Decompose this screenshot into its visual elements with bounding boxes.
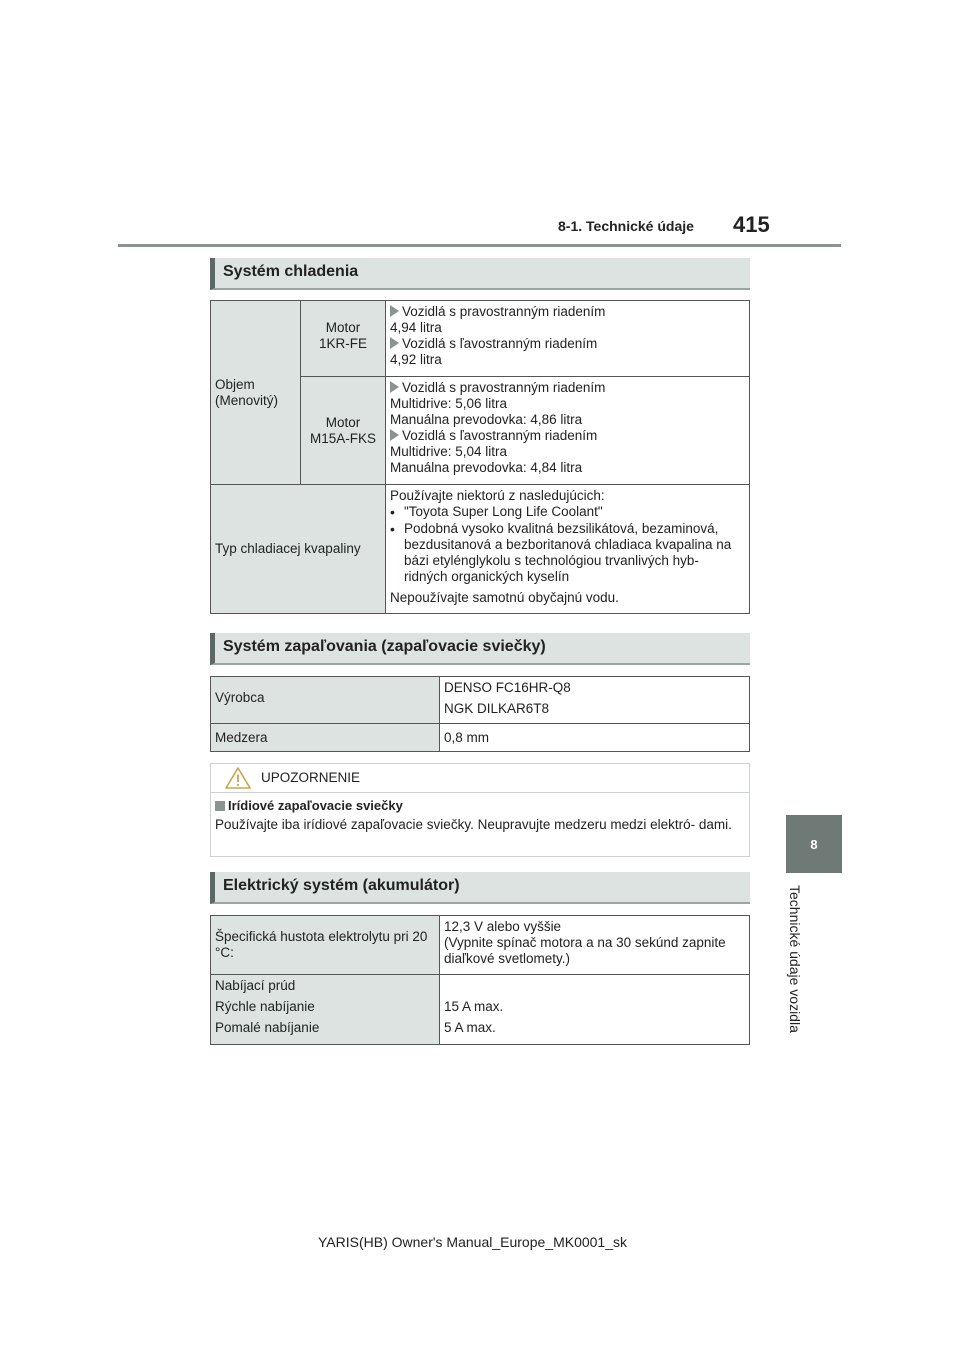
engine1-values xyxy=(386,301,750,377)
charge-value-cell xyxy=(440,975,750,1045)
engine1-rhd-label: Vozidlá s pravostranným riadením xyxy=(402,304,606,319)
engine2-lhd-multidrive: Multidrive: 5,04 litra xyxy=(390,444,508,459)
triangle-bullet-icon xyxy=(390,381,399,393)
ignition-title: Systém zapaľovania (zapaľovacie sviečky) xyxy=(223,638,546,655)
capacity-label-cell xyxy=(211,301,301,485)
triangle-bullet-icon xyxy=(390,337,399,349)
gap-value-cell xyxy=(440,724,750,752)
electrical-title: Elektrický systém (akumulátor) xyxy=(223,877,460,894)
cooling-heading xyxy=(210,258,750,290)
cooling-title: Systém chladenia xyxy=(223,263,359,280)
caution-subheading-row xyxy=(215,798,403,813)
charge-label-cell xyxy=(211,975,440,1045)
engine2-rhd-manual: Manuálna prevodovka: 4,86 litra xyxy=(390,412,583,427)
coolant-item: • "Toyota Super Long Life Coolant" xyxy=(390,504,745,521)
cooling-table xyxy=(210,300,750,614)
coolant-label-cell xyxy=(211,485,386,614)
coolant-values xyxy=(386,485,750,614)
gap-value: 0,8 mm xyxy=(444,729,490,745)
gap-label-cell xyxy=(211,724,440,752)
engine2-rhd-label: Vozidlá s pravostranným riadením xyxy=(402,380,606,395)
capacity-label: Objem (Menovitý) xyxy=(215,376,279,408)
density-label-cell xyxy=(211,916,440,975)
slow-charge-value: 5 A max. xyxy=(444,1020,496,1035)
square-bullet-icon xyxy=(215,801,225,811)
chapter-title: Technické údaje vozidla xyxy=(787,885,803,1033)
engine2-rhd-multidrive: Multidrive: 5,06 litra xyxy=(390,396,508,411)
chapter-tab xyxy=(786,815,842,873)
slow-charge-label: Pomalé nabíjanie xyxy=(215,1020,320,1035)
ignition-table xyxy=(210,676,750,752)
bullet-icon xyxy=(390,521,404,585)
engine2-values xyxy=(386,377,750,485)
maker-label: Výrobca xyxy=(215,690,265,705)
charge-label: Nabíjací prúd xyxy=(215,978,296,993)
maker-ngk: NGK DILKAR6T8 xyxy=(444,701,550,716)
caution-heading: UPOZORNENIE xyxy=(261,770,361,785)
caution-subheading: Irídiové zapaľovacie sviečky xyxy=(228,798,403,813)
gap-label: Medzera xyxy=(215,729,268,745)
maker-values xyxy=(440,677,750,724)
engine2-lhd-label: Vozidlá s ľavostranným riadením xyxy=(402,428,598,443)
engine2-lhd-manual: Manuálna prevodovka: 4,84 litra xyxy=(390,460,583,475)
electrical-table xyxy=(210,915,750,1045)
triangle-bullet-icon xyxy=(390,305,399,317)
coolant-intro: Používajte niektorú z nasledujúcich: xyxy=(390,488,605,503)
engine1-rhd-value: 4,94 litra xyxy=(390,320,442,335)
maker-denso: DENSO FC16HR-Q8 xyxy=(444,680,571,695)
engine1-lhd-value: 4,92 litra xyxy=(390,352,442,367)
density-value: 12,3 V alebo vyššie (Vypnite spínač motora a na 30 sekúnd zapnite diaľkové svetlomety.) xyxy=(444,919,726,966)
section-title: 8-1. Technické údaje xyxy=(558,218,694,234)
warning-triangle-icon xyxy=(225,767,251,789)
page-number: 415 xyxy=(733,212,770,237)
footer-text: YARIS(HB) Owner's Manual_Europe_MK0001_sk xyxy=(318,1234,627,1250)
header-rule xyxy=(118,244,841,247)
electrical-heading xyxy=(210,872,750,904)
engine1-lhd-label: Vozidlá s ľavostranným riadením xyxy=(402,336,598,351)
engine1-name: Motor 1KR-FE xyxy=(318,320,367,351)
density-value-cell xyxy=(440,916,750,975)
engine1-cell xyxy=(301,301,386,377)
fast-charge-label: Rýchle nabíjanie xyxy=(215,999,315,1014)
chapter-title-vertical xyxy=(781,885,805,1085)
maker-label-cell xyxy=(211,677,440,724)
caution-box xyxy=(210,763,750,857)
triangle-bullet-icon xyxy=(390,429,399,441)
caution-header xyxy=(211,764,749,793)
engine2-cell xyxy=(301,377,386,485)
chapter-number: 8 xyxy=(810,836,818,852)
fast-charge-value: 15 A max. xyxy=(444,999,504,1014)
ignition-heading xyxy=(210,633,750,665)
density-label: Špecifická hustota elektrolytu pri 20 °C: xyxy=(215,929,428,960)
coolant-label: Typ chladiacej kvapaliny xyxy=(215,541,361,556)
coolant-item: • Podobná vysoko kvalitná bezsilikátová, bezaminová, bezdusitanová a bezboritanová chladiaca kvapalina na bázi etylénglykolu s technológiou trvanlivých hyb- ridných organických kyselín xyxy=(390,521,745,585)
bullet-icon xyxy=(390,504,404,521)
caution-body: Používajte iba irídiové zapaľovacie sviečky. Neupravujte medzeru medzi elektró- dami. xyxy=(215,817,732,832)
coolant-note: Nepoužívajte samotnú obyčajnú vodu. xyxy=(390,590,619,605)
engine2-name: Motor M15A-FKS xyxy=(309,414,377,446)
